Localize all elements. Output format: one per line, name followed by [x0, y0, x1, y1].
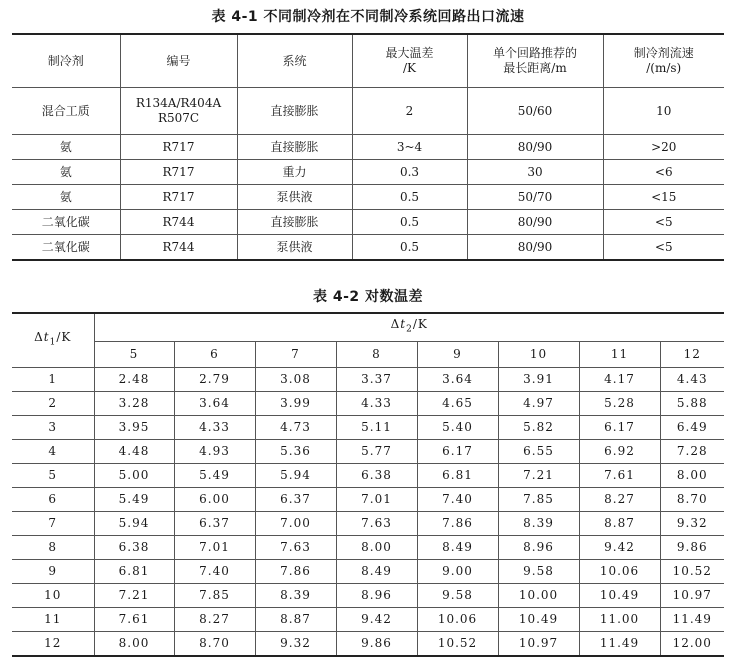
table-cell: R744	[120, 235, 237, 261]
table-cell: 混合工质	[12, 88, 120, 135]
table-cell: 10	[603, 88, 724, 135]
table-cell: 50/60	[467, 88, 603, 135]
table-cell: 8.87	[579, 512, 660, 536]
table-cell: 3.37	[336, 368, 417, 392]
table-cell: 4.17	[579, 368, 660, 392]
table-cell: 6.38	[94, 536, 174, 560]
table-cell: 5.88	[660, 392, 724, 416]
col-header-delta-t2: $\Delta t_2/K$	[94, 313, 724, 342]
table-cell: 10.52	[417, 632, 498, 657]
row-label: 12	[12, 632, 94, 657]
table-cell: 氨	[12, 160, 120, 185]
row-label: 11	[12, 608, 94, 632]
table-cell: 8.39	[255, 584, 336, 608]
table-cell: 二氧化碳	[12, 235, 120, 261]
row-label: 2	[12, 392, 94, 416]
table-cell: 氨	[12, 185, 120, 210]
table-cell: <15	[603, 185, 724, 210]
row-label: 7	[12, 512, 94, 536]
table-cell: 7.86	[417, 512, 498, 536]
table-cell: 二氧化碳	[12, 210, 120, 235]
table-cell: 8.49	[336, 560, 417, 584]
table-cell: 5.40	[417, 416, 498, 440]
table-row	[12, 584, 724, 608]
table-cell: 11.49	[660, 608, 724, 632]
table-cell: 7.01	[336, 488, 417, 512]
table-cell: R717	[120, 160, 237, 185]
table-cell: 5.36	[255, 440, 336, 464]
column-header: 9	[417, 342, 498, 368]
table-cell: 8.49	[417, 536, 498, 560]
table-cell: 9.42	[336, 608, 417, 632]
table-cell: 3.28	[94, 392, 174, 416]
table-cell: R134A/R404A R507C	[120, 88, 237, 135]
table-cell: 4.65	[417, 392, 498, 416]
table-cell: R717	[120, 135, 237, 160]
table-cell: 9.00	[417, 560, 498, 584]
table-cell: 80/90	[467, 135, 603, 160]
table-cell: 泵供液	[237, 185, 352, 210]
column-header: 制冷剂流速 /(m/s)	[603, 34, 724, 88]
table-cell: 8.70	[660, 488, 724, 512]
table-cell: 10.52	[660, 560, 724, 584]
column-header: 单个回路推荐的 最长距离/m	[467, 34, 603, 88]
table-cell: 10.49	[579, 584, 660, 608]
table-cell: 5.49	[94, 488, 174, 512]
table-header-row	[12, 34, 724, 88]
table-cell: 10.97	[498, 632, 579, 657]
table-row	[12, 135, 724, 160]
table-cell: 5.82	[498, 416, 579, 440]
table-cell: 7.63	[336, 512, 417, 536]
table-cell: 8.96	[498, 536, 579, 560]
table-cell: 2	[352, 88, 467, 135]
table-row	[12, 368, 724, 392]
table-cell: 10.00	[498, 584, 579, 608]
table1-caption: 表 4-1 不同制冷剂在不同制冷系统回路出口流速	[211, 9, 525, 25]
table-cell: 11.49	[579, 632, 660, 657]
table-cell: 4.97	[498, 392, 579, 416]
table-cell: 4.43	[660, 368, 724, 392]
table-cell: 4.48	[94, 440, 174, 464]
table-cell: 6.00	[174, 488, 255, 512]
table-row	[12, 632, 724, 657]
table-cell: 7.21	[498, 464, 579, 488]
table-cell: 3.64	[174, 392, 255, 416]
table-row	[12, 512, 724, 536]
row-label: 5	[12, 464, 94, 488]
table-cell: 6.37	[255, 488, 336, 512]
table-row	[12, 464, 724, 488]
column-header: 10	[498, 342, 579, 368]
table-cell: >20	[603, 135, 724, 160]
table-cell: 8.27	[174, 608, 255, 632]
table-row	[12, 416, 724, 440]
table-row	[12, 560, 724, 584]
table-row	[12, 608, 724, 632]
table-cell: 4.33	[174, 416, 255, 440]
row-label: 6	[12, 488, 94, 512]
table-cell: 0.5	[352, 185, 467, 210]
table-row	[12, 210, 724, 235]
column-values-row	[12, 342, 724, 368]
table-cell: 7.85	[174, 584, 255, 608]
table-row	[12, 185, 724, 210]
table-cell: 6.81	[94, 560, 174, 584]
table-cell: 6.92	[579, 440, 660, 464]
table-cell: 直接膨胀	[237, 135, 352, 160]
table-cell: 10.49	[498, 608, 579, 632]
table-cell: 9.86	[660, 536, 724, 560]
table-cell: 7.63	[255, 536, 336, 560]
table-cell: 11.00	[579, 608, 660, 632]
table-cell: 8.00	[660, 464, 724, 488]
table-row	[12, 392, 724, 416]
table-cell: R744	[120, 210, 237, 235]
table-cell: 5.77	[336, 440, 417, 464]
column-header: 5	[94, 342, 174, 368]
table-cell: 9.42	[579, 536, 660, 560]
table-cell: 6.17	[417, 440, 498, 464]
table-cell: 7.85	[498, 488, 579, 512]
table-cell: 12.00	[660, 632, 724, 657]
table-cell: 7.86	[255, 560, 336, 584]
table-cell: 80/90	[467, 210, 603, 235]
table-row	[12, 88, 724, 135]
table-cell: 氨	[12, 135, 120, 160]
table-cell: 直接膨胀	[237, 88, 352, 135]
column-header: 编号	[120, 34, 237, 88]
table-cell: 泵供液	[237, 235, 352, 261]
table-row	[12, 440, 724, 464]
table-cell: 0.3	[352, 160, 467, 185]
table-cell: 3~4	[352, 135, 467, 160]
table-cell: 6.38	[336, 464, 417, 488]
table-cell: 4.33	[336, 392, 417, 416]
table-cell: 3.95	[94, 416, 174, 440]
table-cell: 5.28	[579, 392, 660, 416]
column-header: 7	[255, 342, 336, 368]
table-cell: 8.00	[336, 536, 417, 560]
column-header: 制冷剂	[12, 34, 120, 88]
table-row	[12, 235, 724, 261]
table-cell: 3.91	[498, 368, 579, 392]
table-cell: <5	[603, 235, 724, 261]
row-label: 10	[12, 584, 94, 608]
table-cell: 8.70	[174, 632, 255, 657]
column-header: 8	[336, 342, 417, 368]
table-cell: 7.00	[255, 512, 336, 536]
table-cell: 7.28	[660, 440, 724, 464]
table-cell: 5.49	[174, 464, 255, 488]
table-cell: 重力	[237, 160, 352, 185]
table-cell: 5.94	[255, 464, 336, 488]
table-cell: 2.79	[174, 368, 255, 392]
row-header-delta-t1: $\Delta t_1/K$	[12, 313, 94, 368]
table-cell: 10.97	[660, 584, 724, 608]
table-cell: 6.17	[579, 416, 660, 440]
table-cell: 8.96	[336, 584, 417, 608]
row-label: 9	[12, 560, 94, 584]
table-cell: <5	[603, 210, 724, 235]
table-cell: 7.21	[94, 584, 174, 608]
table-cell: R717	[120, 185, 237, 210]
row-label: 8	[12, 536, 94, 560]
table-row	[12, 536, 724, 560]
table-cell: 8.00	[94, 632, 174, 657]
table-cell: 30	[467, 160, 603, 185]
table-cell: 3.64	[417, 368, 498, 392]
row-label: 1	[12, 368, 94, 392]
table-cell: 7.40	[417, 488, 498, 512]
table-cell: 5.94	[94, 512, 174, 536]
log-temperature-difference-table	[12, 312, 724, 657]
table-cell: 8.27	[579, 488, 660, 512]
table-row	[12, 488, 724, 512]
table-cell: 9.58	[498, 560, 579, 584]
table-cell: <6	[603, 160, 724, 185]
table-cell: 80/90	[467, 235, 603, 261]
table-cell: 8.87	[255, 608, 336, 632]
table-cell: 9.32	[255, 632, 336, 657]
column-header: 系统	[237, 34, 352, 88]
table-cell: 6.81	[417, 464, 498, 488]
refrigerant-flow-table	[12, 33, 724, 261]
row-label: 4	[12, 440, 94, 464]
table-cell: 0.5	[352, 235, 467, 261]
table-cell: 4.73	[255, 416, 336, 440]
table-cell: 50/70	[467, 185, 603, 210]
table-cell: 9.86	[336, 632, 417, 657]
table-cell: 6.49	[660, 416, 724, 440]
table-cell: 8.39	[498, 512, 579, 536]
table-cell: 6.37	[174, 512, 255, 536]
table-cell: 2.48	[94, 368, 174, 392]
table-cell: 7.40	[174, 560, 255, 584]
table-cell: 7.61	[579, 464, 660, 488]
table-cell: 0.5	[352, 210, 467, 235]
table-cell: 10.06	[579, 560, 660, 584]
table-cell: 3.08	[255, 368, 336, 392]
row-label: 3	[12, 416, 94, 440]
table-cell: 4.93	[174, 440, 255, 464]
column-header: 12	[660, 342, 724, 368]
column-header: 6	[174, 342, 255, 368]
column-header: 11	[579, 342, 660, 368]
table-cell: 7.61	[94, 608, 174, 632]
table-header-row	[12, 313, 724, 342]
table-cell: 9.58	[417, 584, 498, 608]
table-cell: 5.00	[94, 464, 174, 488]
table-cell: 直接膨胀	[237, 210, 352, 235]
table-cell: 6.55	[498, 440, 579, 464]
table-cell: 5.11	[336, 416, 417, 440]
column-header: 最大温差 /K	[352, 34, 467, 88]
table2-caption: 表 4-2 对数温差	[312, 289, 424, 305]
table-row	[12, 160, 724, 185]
table-cell: 10.06	[417, 608, 498, 632]
table-cell: 3.99	[255, 392, 336, 416]
table-cell: 7.01	[174, 536, 255, 560]
table-cell: 9.32	[660, 512, 724, 536]
